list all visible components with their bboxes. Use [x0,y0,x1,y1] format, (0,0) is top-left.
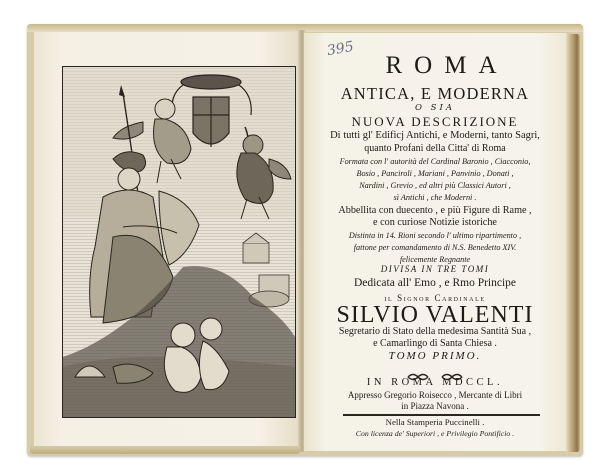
manuscript-shelfmark: 395 [325,38,355,60]
title-roma: ROMA [385,52,509,79]
signor-cardinale-line: il Signor Cardinale [384,293,486,303]
formata-line-3: Nardini , Grevio , ed altri più Classici Autori , [359,181,511,190]
bookseller-line: Appresso Gregorio Roisecco , Mercante di Libri [347,390,523,400]
distinta-line-1: Distinta in 14. Rioni secondo l' ultimo ripartimento , [348,231,522,240]
divisa-in-tre-tomi: DIVISA IN TRE TOMI [380,264,490,274]
cover-bottom-edge [30,446,300,454]
dedication-line: Dedicata all' Emo , e Rmo Principe [353,277,517,289]
quanto-profani-line: quanto Profani della Citta' di Roma [364,143,506,154]
camarlingo-line: e Camarlingo di Santa Chiesa . [373,338,497,349]
piazza-navona-line: in Piazza Navona . [401,401,469,411]
dedicatee-name: SILVIO VALENTI [336,302,534,328]
formata-line-4: sì Antichi , che Moderni . [393,193,477,202]
engraving-illustration [63,67,295,417]
formata-line-2: Bosio , Panciroli , Mariani , Panvinio , Donati , [356,169,514,178]
nuova-descrizione-line: NUOVA DESCRIZIONE [351,114,519,129]
di-tutti-line: Di tutti gl' Edificj Antichi, e Moderni, tanto Sagri, [330,130,540,141]
abbellita-line-1: Abbellita con duecento , e più Figure di Rame , [338,205,532,216]
horizontal-rule [343,414,540,416]
abbellita-line-2: e con curiose Notizie istoriche [373,217,497,228]
subtitle-antica-moderna: ANTICA, E MODERNA [340,84,530,103]
formata-line-1: Formata con l' autorità del Cardinal Baronio , Ciacconio, [339,157,531,166]
imprint-place-date: IN ROMA MDCCL. [366,377,504,388]
printer-line: Nella Stamperia Puccinelli . [385,417,485,427]
o-sia-line: O SIA [415,103,455,113]
page-fore-edge [566,34,580,452]
license-line: Con licenza de' Superiori , e Privilegio Pontificio . [355,429,515,438]
frontispiece-engraving [62,66,296,418]
segretario-line: Segretario di Stato della medesima Santità Sua , [338,326,532,337]
distinta-line-3: felicemente Regnante [399,255,471,264]
distinta-line-2: fattone per comandamento di N.S. Benedetto XIV. [353,243,517,252]
volume-label: TOMO PRIMO. [388,350,482,362]
